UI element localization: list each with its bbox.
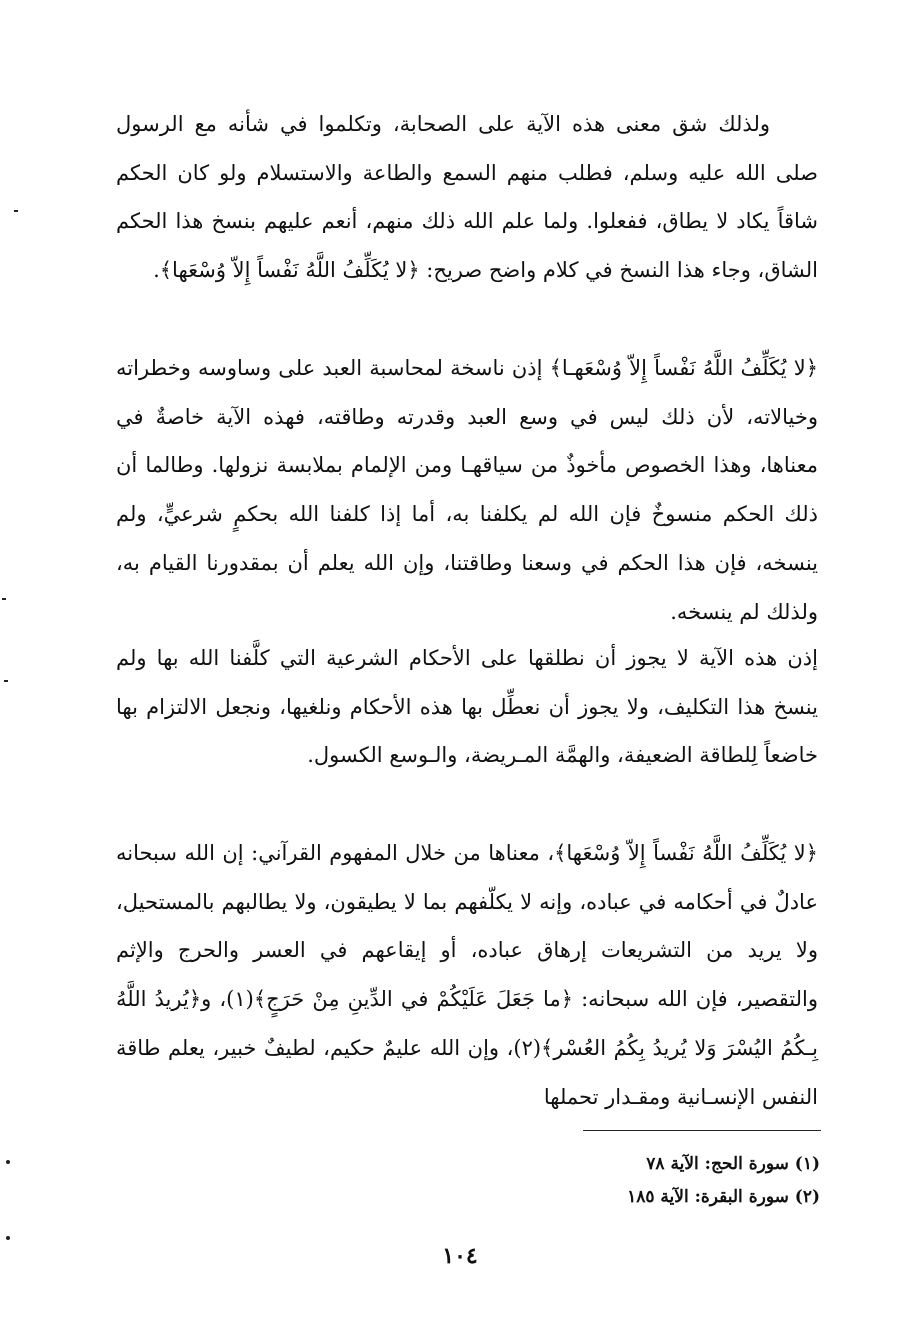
scan-speck — [4, 680, 8, 682]
paragraph-1-block — [116, 100, 818, 295]
footnote-1: (١) سورة الحج: الآية ٧٨ — [646, 1154, 820, 1174]
scan-speck — [14, 210, 18, 212]
paragraph-3: إذن هذه الآية لا يجوز أن نطلقها على الأحكام الشرعية التي كلَّفنا الله بها ولم ينسخ هذا التكليف، ولا يجوز أن نعطِّل بها هذه الأحكام ونلغيها، ونجعل الالتزام بها خاضعاً لِلطاقة الضعيفة، والهمَّة المـريضة، والـوسع الكسول. — [116, 646, 818, 768]
paragraph-3-block — [116, 634, 818, 780]
footnotes — [400, 1148, 820, 1214]
paragraph-4: ﴿لا يُكَلِّفُ اللَّهُ نَفْساً إِلاّ وُسْعَها﴾، معناها من خلال المفهوم القرآني: إن الله سبحانه عادلٌ في أحكامه في عباده، وإنه لا يكلّفهم بما لا يطيقون، ولا يطالبهم بالمستحيل، ولا يريد من التشريعات إرهاق عباده، أو إيقاعهم في العسر والحرج والإثم والتقصير، فإن الله سبحانه: ﴿ما جَعَلَ عَلَيْكُمْ في الدِّينِ مِنْ حَرَجٍ﴾(١)، و﴿يُريدُ اللَّهُ بِـكُمُ اليُسْرَ وَلا يُريدُ بِكُمُ العُسْر﴾(٢)، وإن الله عليمٌ حكيم، لطيفٌ خبير، يعلم طاقة النفس الإنسـانية ومقـدار تحملها — [116, 841, 818, 1109]
scan-speck — [6, 1160, 10, 1164]
page-number: ١٠٤ — [442, 1243, 478, 1269]
footnote-divider — [583, 1130, 821, 1131]
scan-speck — [2, 598, 6, 600]
paragraph-1: ولذلك شق معنى هذه الآية على الصحابة، وتكلموا في شأنه مع الرسول صلى الله عليه وسلم، فطلب منهم السمع والطاعة والاستسلام ولو كان الحكم شاقاً يكاد لا يطاق، ففعلوا. ولما علم الله ذلك منهم، أنعم عليهم بنسخ هذا الحكم الشاق، وجاء هذا النسخ في كلام واضح صريح: ﴿لا يُكَلِّفُ اللَّهُ نَفْساً إِلاّ وُسْعَها﴾. — [116, 112, 818, 283]
paragraph-4-block — [116, 829, 818, 1121]
paragraph-2-block — [116, 344, 818, 636]
footnote-2: (٢) سورة البقرة: الآية ١٨٥ — [627, 1187, 820, 1207]
scan-speck — [6, 1236, 10, 1240]
paragraph-2: ﴿لا يُكَلِّفُ اللَّهُ نَفْساً إِلاّ وُسْعَهـا﴾ إذن ناسخة لمحاسبة العبد على وساوسه وخطراته وخيالاته، لأن ذلك ليس في وسع العبد وقدرته وطاقته، فهذه الآية خاصةٌ في معناها، وهذا الخصوص مأخوذٌ من سياقهـا ومن الإلمام بملابسة نزولها. وطالما أن ذلك الحكم منسوخٌ فإن الله لم يكلفنا به، أما إذا كلفنا الله بحكمٍ شرعيٍّ، ولم ينسخه، فإن هذا الحكم في وسعنا وطاقتنا، وإن الله يعلم أن بمقدورنا القيام به، ولذلك لم ينسخه. — [116, 356, 818, 624]
